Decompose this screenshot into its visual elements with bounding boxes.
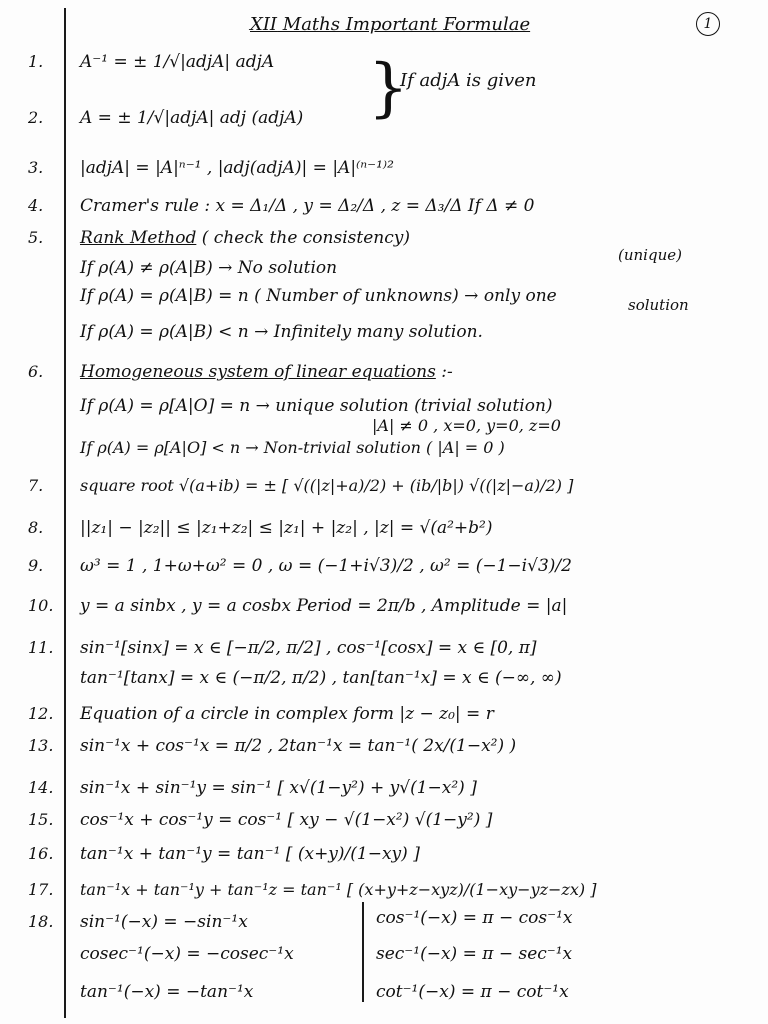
formula-text: sin⁻¹x + sin⁻¹y = sin⁻¹ [ x√(1−y²) + y√(1−x²) ]	[80, 778, 477, 798]
formula-text: Cramer's rule : x = Δ₁/Δ , y = Δ₂/Δ , z = Δ₃/Δ If Δ ≠ 0	[80, 196, 535, 216]
formula-text: tan⁻¹x + tan⁻¹y + tan⁻¹z = tan⁻¹ [ (x+y+z−xyz)/(1−xy−yz−zx) ]	[80, 880, 597, 899]
formula-text: cosec⁻¹(−x) = −cosec⁻¹x	[80, 944, 294, 964]
formula-text: tan⁻¹(−x) = −tan⁻¹x	[80, 982, 254, 1002]
formula-text: If ρ(A) = ρ[A|O] < n → Non-trivial solution ( |A| = 0 )	[80, 438, 505, 457]
page-title	[250, 14, 530, 35]
item-number: 18.	[28, 912, 54, 931]
item-number: 11.	[28, 638, 54, 657]
formula-text: tan⁻¹[tanx] = x ∈ (−π/2, π/2) , tan[tan⁻¹x] = x ∈ (−∞, ∞)	[80, 668, 562, 688]
item-number: 10.	[28, 596, 54, 615]
formula-text: If ρ(A) = ρ(A|B) = n ( Number of unknowns) → only one	[80, 286, 557, 306]
formula-text: y = a sinbx , y = a cosbx Period = 2π/b , Amplitude = |a|	[80, 596, 568, 616]
formula-text: cot⁻¹(−x) = π − cot⁻¹x	[376, 982, 569, 1002]
formula-text: cos⁻¹x + cos⁻¹y = cos⁻¹ [ xy − √(1−x²) √(1−y²) ]	[80, 810, 493, 830]
formula-text: If ρ(A) = ρ(A|B) < n → Infinitely many solution.	[80, 322, 483, 342]
formula-text: square root √(a+ib) = ± [ √((|z|+a)/2) + (ib/|b|) √((|z|−a)/2) ]	[80, 476, 574, 495]
formula-text: A⁻¹ = ± 1/√|adjA| adjA	[80, 52, 275, 72]
formula-text	[80, 228, 410, 248]
formula-text: sin⁻¹x + cos⁻¹x = π/2 , 2tan⁻¹x = tan⁻¹( 2x/(1−x²) )	[80, 736, 517, 756]
section-note: ( check the consistency)	[196, 228, 410, 248]
formula-text: If ρ(A) ≠ ρ(A|B) → No solution	[80, 258, 338, 278]
item-number: 13.	[28, 736, 54, 755]
item-number: 7.	[28, 476, 44, 495]
title-text: Maths Important Formulae	[277, 14, 531, 35]
unique-note: (unique)	[618, 246, 682, 264]
formula-text	[80, 362, 453, 382]
item-number: 12.	[28, 704, 54, 723]
section-label: Homogeneous system of linear equations	[80, 362, 436, 382]
page-number: 1	[696, 12, 720, 36]
item-number: 1.	[28, 52, 44, 71]
item-number: 14.	[28, 778, 54, 797]
item-number: 8.	[28, 518, 44, 537]
formula-text: |adjA| = |A|ⁿ⁻¹ , |adj(adjA)| = |A|⁽ⁿ⁻¹⁾²	[80, 158, 394, 178]
item-number: 5.	[28, 228, 44, 247]
formula-text: ω³ = 1 , 1+ω+ω² = 0 , ω = (−1+i√3)/2 , ω² = (−1−i√3)/2	[80, 556, 572, 576]
section-label: Rank Method	[80, 228, 197, 248]
group-note: If adjA is given	[400, 70, 537, 91]
item-number: 6.	[28, 362, 44, 381]
formula-text: cos⁻¹(−x) = π − cos⁻¹x	[376, 908, 573, 928]
item-number: 9.	[28, 556, 44, 575]
title-prefix: XII	[250, 14, 278, 35]
item-number: 4.	[28, 196, 44, 215]
formula-text: ||z₁| − |z₂|| ≤ |z₁+z₂| ≤ |z₁| + |z₂| , |z| = √(a²+b²)	[80, 518, 493, 538]
formula-text: tan⁻¹x + tan⁻¹y = tan⁻¹ [ (x+y)/(1−xy) ]	[80, 844, 420, 864]
formula-text: A = ± 1/√|adjA| adj (adjA)	[80, 108, 304, 128]
item-number: 17.	[28, 880, 54, 899]
formula-text: sin⁻¹(−x) = −sin⁻¹x	[80, 912, 248, 932]
item-number: 3.	[28, 158, 44, 177]
formula-text: Equation of a circle in complex form |z − z₀| = r	[80, 704, 494, 724]
margin-line	[64, 8, 66, 1018]
formula-text: sec⁻¹(−x) = π − sec⁻¹x	[376, 944, 573, 964]
formula-text: |A| ≠ 0 , x=0, y=0, z=0	[372, 416, 561, 435]
item-number: 15.	[28, 810, 54, 829]
item-number: 16.	[28, 844, 54, 863]
formula-text: sin⁻¹[sinx] = x ∈ [−π/2, π/2] , cos⁻¹[cosx] = x ∈ [0, π]	[80, 638, 537, 658]
item-number: 2.	[28, 108, 44, 127]
section-note: :-	[435, 362, 453, 382]
column-divider	[362, 902, 364, 1002]
grouping-brace: }	[368, 51, 409, 125]
formula-text: If ρ(A) = ρ[A|O] = n → unique solution (trivial solution)	[80, 396, 553, 416]
solution-note: solution	[628, 296, 689, 314]
